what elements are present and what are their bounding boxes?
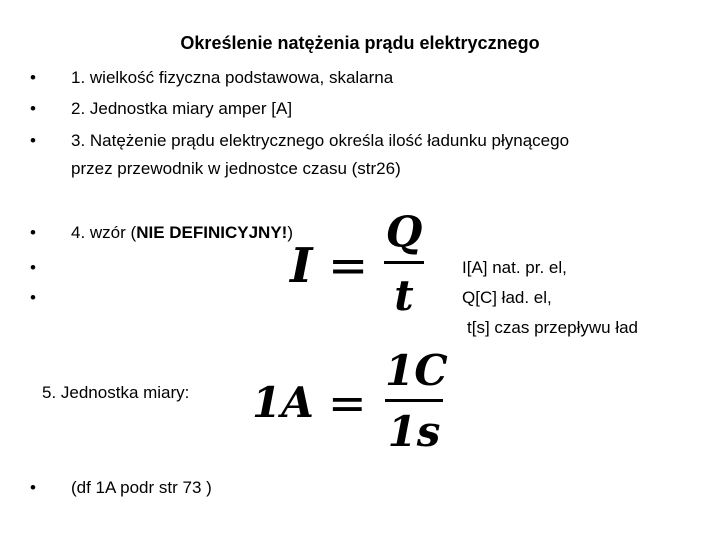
- bullet-text: 2. Jednostka miary amper [A]: [71, 99, 293, 118]
- slide-title: Określenie natężenia prądu elektrycznego: [180, 33, 540, 53]
- formula-unit-denominator: 1s: [387, 407, 441, 456]
- bullet-dot: •: [30, 258, 36, 277]
- bullet-dot: •: [30, 68, 36, 87]
- bullet-dot: •: [30, 288, 36, 307]
- bullet-dot: •: [30, 223, 36, 242]
- bullet-text: (df 1A podr str 73 ): [71, 478, 212, 497]
- legend-time: t[s] czas przepływu ład: [467, 318, 639, 337]
- bullet-emphasis: NIE DEFINICYJNY!: [136, 223, 288, 242]
- formula-current-equals: =: [328, 238, 369, 294]
- formula-current-fraction-bar: [384, 261, 424, 264]
- bullet-text: 3. Natężenie prądu elektrycznego określa ilość ładunku płynącego: [71, 131, 570, 150]
- bullet-dot: •: [30, 131, 36, 150]
- formula-unit-equals: =: [328, 376, 367, 430]
- bullet-text-part: ): [287, 223, 293, 242]
- legend-current: I[A] nat. pr. el,: [462, 258, 567, 277]
- bullet-dot: •: [30, 478, 36, 497]
- formula-unit-fraction-bar: [385, 399, 443, 402]
- formula-current-denominator: t: [394, 271, 414, 320]
- formula-unit-numerator: 1C: [385, 346, 448, 395]
- unit-label: 5. Jednostka miary:: [42, 383, 190, 402]
- formula-current-lhs: I: [290, 238, 313, 294]
- bullet-text-continuation: przez przewodnik w jednostce czasu (str26): [71, 159, 401, 178]
- formula-unit-lhs: 1A: [252, 378, 314, 427]
- bullet-dot: •: [30, 99, 36, 118]
- legend-charge: Q[C] ład. el,: [462, 288, 552, 307]
- formula-current-numerator: Q: [385, 207, 423, 256]
- bullet-text: 1. wielkość fizyczna podstawowa, skalarna: [71, 68, 394, 87]
- bullet-text-part: 4. wzór (: [71, 223, 137, 242]
- bullet-text: [71, 223, 293, 243]
